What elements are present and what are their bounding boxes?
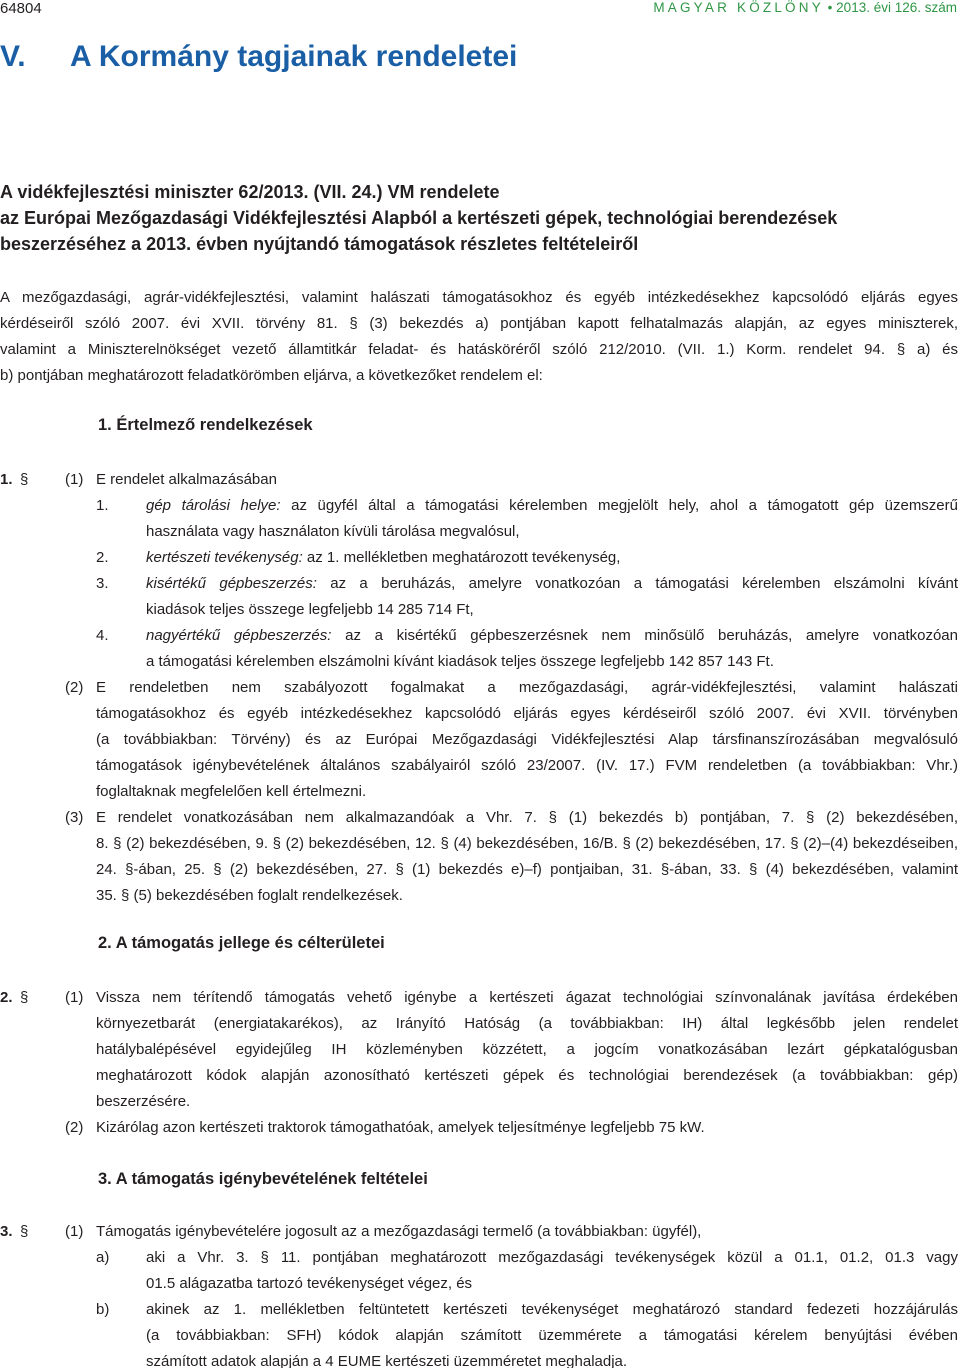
definition-text: az ügyfél által a támogatási kérelemben megjelölt hely, ahol a támogatott gép üzemszerű [291,497,958,514]
decree-title-line: az Európai Mezőgazdasági Vidékfejlesztési Alapból a kertészeti gépek, technológiai berendezések [0,208,838,228]
paragraph-line: 8. § (2) bekezdésében, 9. § (2) bekezdésében, 12. § (4) bekezdésében, 16/B. § (2) bekezdésében, 17. § (2)–(4) bekezdéseiben, [96,835,958,852]
preamble-line: A mezőgazdasági, agrár-vidékfejlesztési, valamint halászati támogatásokhoz és egyéb intézkedésekhez kapcsolódó eljárás egyes [0,289,958,306]
paragraph-line: 35. § (5) bekezdésében foglalt rendelkezések. [96,887,403,904]
section-title: A Kormány tagjainak rendeletei [70,40,518,73]
paragraph-line: 24. §-ában, 25. § (2) bekezdésében, 27. § (1) bekezdés e)–f) pontjaiban, 31. §-ában, 33. § (4) bekezdésében, valamint [96,861,958,878]
definition-number: 3. [96,575,109,592]
paragraph-text: E rendelet alkalmazásában [96,471,277,488]
point-a [146,1245,958,1297]
paragraph-2 [96,675,958,805]
preamble-line: valamint a Miniszterelnökséget vezető államtitkár feladat- és hatásköréről szóló 212/2010. (VII. 1.) Korm. rendelet 94. § a) és [0,341,958,358]
definition-3 [146,571,958,623]
paragraph-number: (1) [65,1223,84,1240]
chapter-heading-1: 1. Értelmező rendelkezések [98,416,313,434]
section-1-number: 1. [0,471,13,488]
definition-term: nagyértékű gépbeszerzés: [146,627,332,644]
decree-title-line: A vidékfejlesztési miniszter 62/2013. (VII. 24.) VM rendelete [0,182,500,202]
paragraph-line: (a továbbiakban: Törvény) és az Európai Mezőgazdasági Vidékfejlesztési Alap társfinanszírozásában megvalósuló [96,731,958,748]
bullet-separator: • [827,0,833,15]
paragraph-line: támogatások igénybevételének általános szabályairól szóló 23/2007. (IV. 17.) FVM rendeletben (a továbbiakban: Vhr.) [96,757,958,774]
definition-text: az a beruházás, amelyre vonatkozóan a támogatási kérelemben elszámolni kívánt [330,575,959,592]
section-sign: § [20,471,29,488]
paragraph-number: (1) [65,471,84,488]
issue-label: 2013. évi 126. szám [836,0,957,15]
paragraph-number: (2) [65,1119,84,1136]
paragraph-line: hatálybalépésével egyidejűleg IH közleményben közzétett, a jogcím vonatkozásában lezárt gépkatalógusban [96,1041,958,1058]
point-letter: a) [96,1249,110,1266]
preamble-line: kérdéseiről szóló 2007. évi XVII. törvény 81. § (3) bekezdés a) pontjában kapott felhatalmazás alapján, az egyes miniszterek, [0,315,958,332]
definition-text: használata vagy használaton kívüli tárolása megvalósul, [146,523,520,540]
journal-name: MAGYAR KÖZLÖNY [653,0,824,15]
definition-text: az a kisértékű gépbeszerzésnek nem minősülő beruházás, amelyre vonatkozóan [345,627,958,644]
paragraph-line: környezetbarát (energiatakarékos), az Irányító Hatóság (a továbbiakban: IH) által legkésőbb jelen rendelet [96,1015,958,1032]
definition-4 [146,623,958,675]
paragraph-line: támogatásokhoz és egyéb intézkedésekhez kapcsolódó eljárás egyes kérdéseiről szóló 2007. évi XVII. törvényben [96,705,958,722]
paragraph-line: beszerzésére. [96,1093,191,1110]
section-sign: § [20,1223,29,1240]
preamble [0,285,958,389]
section-2-number: 2. [0,989,13,1006]
paragraph-line: Vissza nem térítendő támogatás vehető igénybe a kertészeti ágazat technológiai színvonalának javítása érdekében [96,989,958,1006]
point-line: (a továbbiakban: SFH) kódok alapján számított üzemmérete a támogatási kérelem benyújtási évében [146,1327,958,1344]
paragraph-text: Támogatás igénybevételére jogosult az a mezőgazdasági termelő (a továbbiakban: ügyfél), [96,1223,702,1240]
paragraph-number: (3) [65,809,84,826]
section-3-number: 3. [0,1223,13,1240]
definition-text: kiadások teljes összege legfeljebb 14 285 714 Ft, [146,601,474,618]
definition-text: a támogatási kérelemben elszámolni kívánt kiadások teljes összege legfeljebb 142 857 143 Ft. [146,653,774,670]
decree-title [0,179,900,257]
decree-title-line: beszerzéséhez a 2013. évben nyújtandó támogatások részletes feltételeiről [0,234,639,254]
paragraph-line: E rendeletben nem szabályozott fogalmakat a mezőgazdasági, agrár-vidékfejlesztési, valamint halászati [96,679,958,696]
definition-term: gép tárolási helye: [146,497,281,514]
definition-number: 2. [96,549,109,566]
paragraph-line: E rendelet vonatkozásában nem alkalmazandóak a Vhr. 7. § (1) bekezdés b) pontjában, 7. § (2) bekezdésében, [96,809,958,826]
definition-term: kisértékű gépbeszerzés: [146,575,317,592]
paragraph-line: foglaltaknak megfelelően kell értelmezni. [96,783,367,800]
point-line: 01.5 alágazatba tartozó tevékenységet végez, és [146,1275,473,1292]
point-b [146,1297,958,1368]
point-letter: b) [96,1301,110,1318]
section-numeral: V. [0,40,26,73]
paragraph-number: (2) [65,679,84,696]
definition-number: 1. [96,497,109,514]
paragraph-line: meghatározott kódok alapján azonosítható kertészeti gépek és technológiai berendezések (a továbbiakban: gép) [96,1067,958,1084]
preamble-line: b) pontjában meghatározott feladatkörömben eljárva, a következőket rendelem el: [0,367,543,384]
definition-2 [146,545,958,571]
definition-term: kertészeti tevékenység: [146,549,303,566]
paragraph-number: (1) [65,989,84,1006]
section-sign: § [20,989,29,1006]
definition-1 [146,493,958,545]
section-heading [0,40,517,74]
running-head [653,0,957,15]
definition-number: 4. [96,627,109,644]
definition-text: az 1. mellékletben meghatározott tevékenység, [306,549,621,566]
paragraph-text: Kizárólag azon kertészeti traktorok támogathatóak, amelyek teljesítménye legfeljebb 75 kW. [96,1119,705,1136]
chapter-heading-2: 2. A támogatás jellege és célterületei [98,934,385,952]
point-line: akinek az 1. mellékletben feltüntetett kertészeti tevékenységet meghatározó standard fedezeti hozzájárulás [146,1301,958,1318]
point-line: aki a Vhr. 3. § 11. pontjában meghatározott mezőgazdasági tevékenységek közül a 01.1, 01.2, 01.3 vagy [146,1249,958,1266]
page-number: 64804 [0,0,42,17]
point-line: számított adatok alapján a 4 EUME kertészeti üzemméretet meghaladja. [146,1353,628,1368]
chapter-heading-3: 3. A támogatás igénybevételének feltételei [98,1170,428,1188]
paragraph-3 [96,805,958,909]
paragraph-1 [96,985,958,1115]
